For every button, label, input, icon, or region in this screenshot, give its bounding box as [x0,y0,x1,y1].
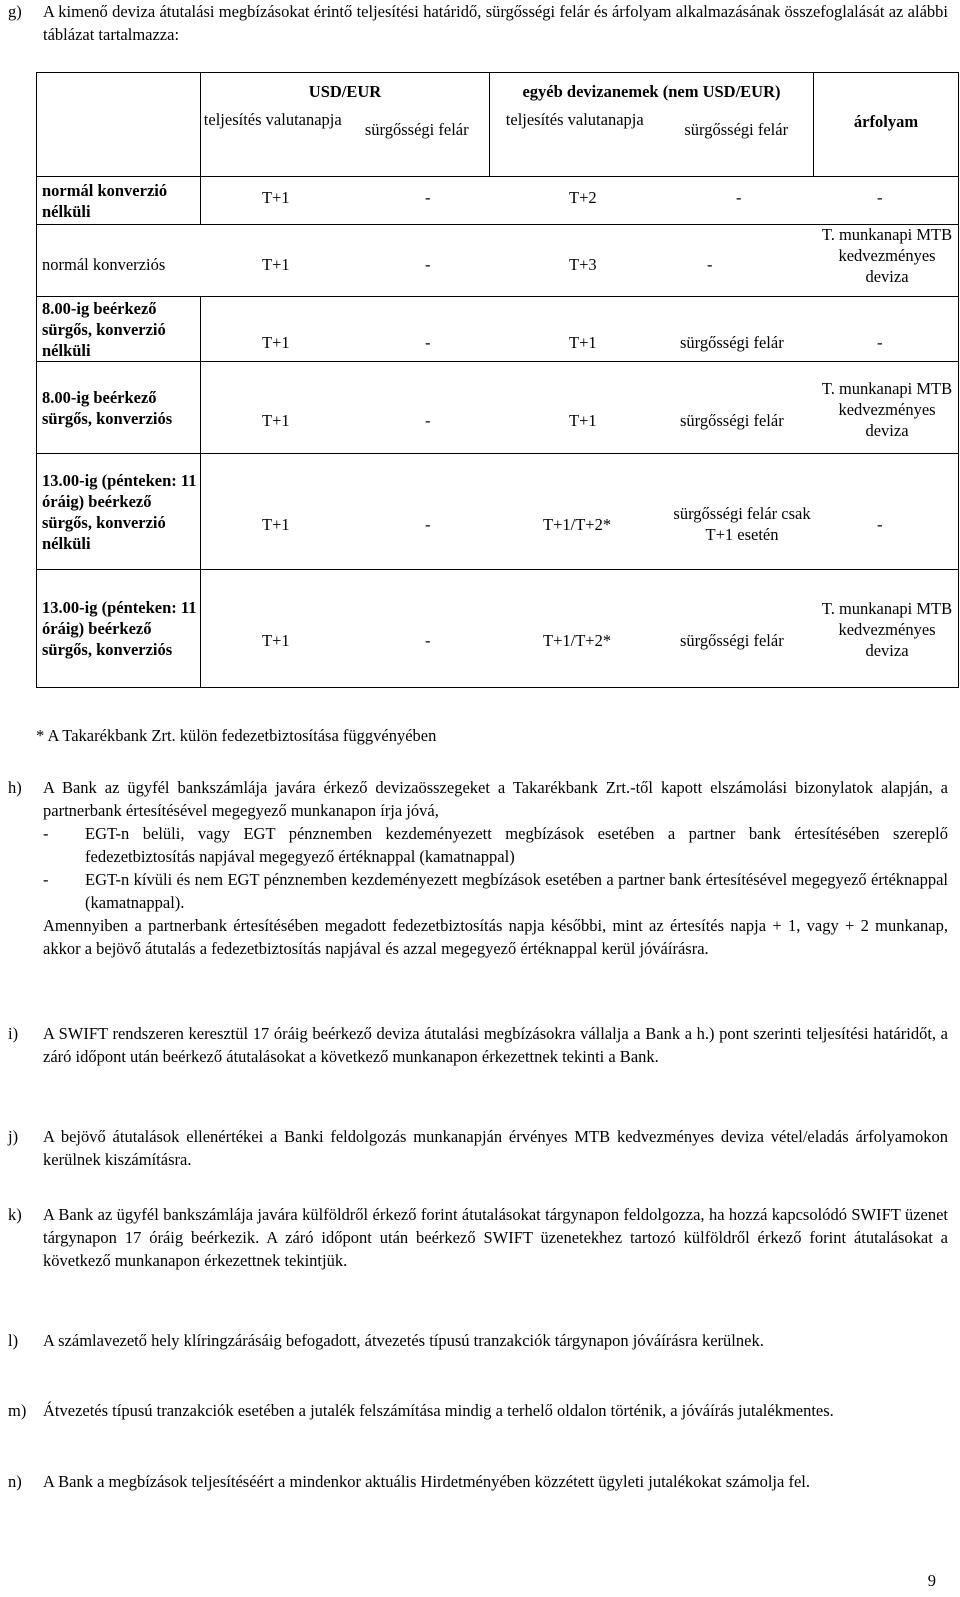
header-other-label: egyéb devizanemek (nem USD/EUR) [522,82,781,101]
dash-bullet: - [43,870,49,889]
header-surgossegi-usd: sürgősségi felár [364,120,469,139]
list-item-text: EGT-n kívüli és nem EGT pénznemben kezdeményezett megbízások esetében a partner bank értesítésével megegyező értéknappal (kamatnappal). [85,870,948,912]
cell-other-surgossegi: sürgősségi felár [680,333,784,352]
cell-usd-surgossegi: - [425,411,431,430]
cell-arfolyam: - [877,515,883,534]
section-k [8,1203,948,1272]
cell-usd-teljesites: T+1 [262,515,290,534]
section-text: A számlavezető hely klíringzárásáig befogadott, átvezetés típusú tranzakciók tárgynapon jóváírásra kerülnek. [43,1331,764,1350]
section-text: A Bank a megbízások teljesítéséért a mindenkor aktuális Hirdetményében közzétett ügyleti jutalékokat számolja fel. [43,1472,810,1491]
cell-other-teljesites: T+1/T+2* [543,631,612,650]
section-text: Átvezetés típusú tranzakciók esetében a jutalék felszámítása mindig a terhelő oldalon történik, a jóváírás jutalékmentes. [43,1401,834,1420]
section-text: A kimenő deviza átutalási megbízásokat érintő teljesítési határidő, sürgősségi felár és árfolyam alkalmazásának összefoglalását az alábbi táblázat tartalmazza: [43,2,948,44]
cell-other-surgossegi: - [736,188,742,207]
cell-other-surgossegi: - [707,255,713,274]
cell-other-teljesites: T+2 [569,188,597,207]
cell-arfolyam: T. munkanapi MTB kedvezményes deviza [821,225,953,286]
section-text: A bejövő átutalások ellenértékei a Banki feldolgozás munkanapján érvényes MTB kedvezményes deviza vétel/eladás árfolyamokon kerülnek kiszámításra. [43,1127,948,1169]
cell-other-surgossegi: sürgősségi felár csak T+1 esetén [673,504,811,544]
section-h [8,776,948,960]
cell-usd-surgossegi: - [425,188,431,207]
cell-other-teljesites: T+1 [569,333,597,352]
section-l [8,1329,948,1352]
list-item [43,822,948,868]
table-row [37,177,959,225]
row-label: 13.00-ig (pénteken: 11 óráig) beérkező sürgős, konverziós [37,570,201,688]
cell-usd-teljesites: T+1 [262,188,290,207]
cell-usd-teljesites: T+1 [262,411,290,430]
cell-usd-teljesites: T+1 [262,333,290,352]
row-label: 8.00-ig beérkező sürgős, konverziós [37,362,201,454]
cell-arfolyam: - [877,333,883,352]
row-values [201,454,959,570]
table-row [37,297,959,362]
section-label: k) [8,1205,22,1224]
cell-usd-surgossegi: - [425,631,431,650]
cell-usd-surgossegi: - [425,333,431,352]
header-surgossegi-other: sürgősségi felár [684,120,789,139]
cell-other-surgossegi: sürgősségi felár [680,631,784,650]
cell-usd-surgossegi: - [425,515,431,534]
table-corner [37,73,201,177]
section-m [8,1399,948,1422]
cell-other-teljesites: T+3 [569,255,597,274]
cell-arfolyam: T. munkanapi MTB kedvezményes deviza [821,379,953,440]
table-row [37,454,959,570]
section-label: i) [8,1024,19,1043]
cell-usd-teljesites: T+1 [262,255,290,274]
section-i [8,1022,948,1068]
section-text: A SWIFT rendszeren keresztül 17 óráig beérkező deviza átutalási megbízásokra vállalja a Bank a h.) pont szerinti teljesítési határidőt, a záró időpont után beérkező átutalásokat a következő munkanapon érkezettnek tekinti a Bank. [43,1024,948,1066]
row-label: 8.00-ig beérkező sürgős, konverzió nélküli [37,297,201,362]
section-n [8,1470,948,1493]
header-arfolyam: árfolyam [814,73,959,177]
cell-usd-teljesites: T+1 [262,631,290,650]
cell-arfolyam: T. munkanapi MTB kedvezményes deviza [821,599,953,660]
header-other [490,73,814,177]
header-teljesites-usd: teljesítés valutanapja [203,110,342,129]
table-footnote: * A Takarékbank Zrt. külön fedezetbiztosítása függvényében [36,726,437,745]
row-label: 13.00-ig (pénteken: 11 óráig) beérkező sürgős, konverzió nélküli [37,454,201,570]
row-label: normál konverziós [42,255,166,274]
cell-usd-surgossegi: - [425,255,431,274]
dash-bullet: - [43,824,49,843]
section-label: j) [8,1127,19,1146]
cell-other-teljesites: T+1/T+2* [543,515,612,534]
section-outro: Amennyiben a partnerbank értesítésében megadott fedezetbiztosítás napja későbbi, mint az értesítés napja + 1, vagy + 2 munkanap, akkor a bejövő átutalás a fedezetbiztosítás napjával és azzal megegyező értéknappal kerül jóváírásra. [43,916,948,958]
section-intro: A Bank az ügyfél bankszámlája javára érkező devizaösszegeket a Takarékbank Zrt.-től kapott elszámolási bizonylatok alapján, a partnerbank értesítésével megegyező munkanapon írja jóvá, [43,778,948,820]
cell-arfolyam: - [877,188,883,207]
list-item-text: EGT-n belüli, vagy EGT pénznemben kezdeményezett megbízások esetében a partner bank értesítésében szereplő fedezetbiztosítás napjával megegyező értéknappal (kamatnappal) [85,824,948,866]
section-label: h) [8,778,22,797]
section-label: n) [8,1472,22,1491]
cell-other-surgossegi: sürgősségi felár [680,411,784,430]
list-item [43,868,948,914]
header-usd-eur-label: USD/EUR [308,82,382,101]
header-teljesites-other: teljesítés valutanapja [505,110,644,129]
section-text: A Bank az ügyfél bankszámlája javára külföldről érkező forint átutalásokat tárgynapon feldolgozza, ha hozzá kapcsolódó SWIFT üzenet tárgynapon 17 óráig beérkezik. A záró időpont után beérkező SWIFT üzenetekhez tartozó külföldről érkező forint átutalásokat a következő munkanapon érkezettnek tekintjük. [43,1205,948,1270]
cell-other-teljesites: T+1 [569,411,597,430]
page-number: 9 [927,1571,936,1590]
header-usd-eur [201,73,490,177]
section-g [8,0,948,46]
section-label: g) [8,2,22,21]
section-j [8,1125,948,1171]
row-label: normál konverzió nélküli [37,177,201,225]
section-label: l) [8,1331,19,1350]
section-label: m) [8,1401,27,1420]
